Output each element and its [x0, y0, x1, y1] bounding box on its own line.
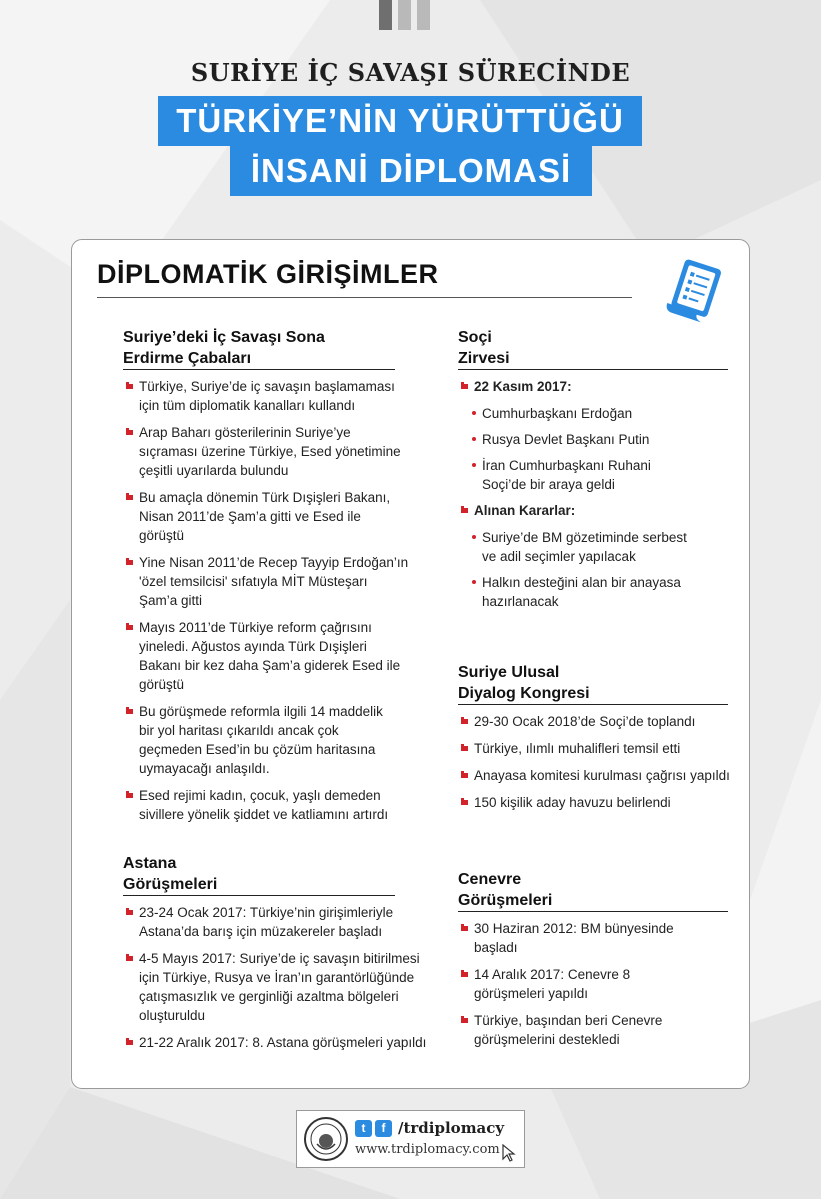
item-text-line: 29-30 Ocak 2018’de Soçi’de toplandı	[474, 714, 696, 729]
red-square-bullet-icon	[461, 924, 468, 931]
heading-line: Zirvesi	[458, 348, 728, 370]
title-line-1: TÜRKİYE’NİN YÜRÜTTÜĞÜ	[158, 96, 642, 146]
item-text-line: Nisan 2011’de Şam’a gitti ve Esed ile	[139, 509, 361, 524]
red-dot-bullet-icon	[472, 580, 476, 584]
sochi-decisions-label	[458, 501, 728, 520]
item-text-line: görüşmeleri yapıldı	[474, 986, 589, 1001]
item-text-line: Soçi’de bir araya geldi	[482, 477, 615, 492]
item-text-line: Suriye’de BM gözetiminde serbest	[482, 530, 687, 545]
item-text-line: için tüm diplomatik kanalları kullandı	[139, 398, 356, 413]
item-text-line: Mayıs 2011’de Türkiye reform çağrısını	[139, 620, 372, 635]
red-square-bullet-icon	[126, 623, 133, 630]
list-item	[123, 949, 453, 1025]
item-text-line: Anayasa komitesi kurulması çağrısı yapıldı	[474, 768, 730, 783]
sub-list-item	[458, 573, 728, 611]
item-text-line: ve adil seçimler yapılacak	[482, 549, 636, 564]
decisions-label-text: Alınan Kararlar:	[474, 503, 576, 518]
red-dot-bullet-icon	[472, 535, 476, 539]
section-heading	[123, 853, 453, 896]
document-icon	[658, 255, 732, 329]
pre-title: SURİYE İÇ SAVAŞI SÜRECİNDE	[190, 58, 631, 87]
website-url[interactable]: www.trdiplomacy.com	[355, 1142, 500, 1157]
red-square-bullet-icon	[126, 428, 133, 435]
cursor-pointer-icon	[502, 1144, 516, 1162]
geneva-list	[458, 919, 728, 1049]
content-card	[71, 239, 750, 1089]
sub-list-item	[458, 430, 728, 449]
list-item	[458, 739, 738, 758]
item-text-line: görüşmelerini destekledi	[474, 1032, 620, 1047]
red-square-bullet-icon	[126, 493, 133, 500]
item-text-line: Türkiye, başından beri Cenevre	[474, 1013, 663, 1028]
heading-line: Görüşmeleri	[123, 874, 395, 896]
sochi-decisions-list	[458, 528, 728, 611]
item-text-line: sıçraması üzerine Türkiye, Esed yönetimine	[139, 444, 401, 459]
list-item	[123, 423, 433, 480]
social-handle[interactable]: /trdiplomacy	[398, 1119, 505, 1137]
list-item	[123, 702, 433, 778]
list-item	[458, 965, 728, 1003]
item-text-line: yineledi. Ağustos ayında Türk Dışişleri	[139, 639, 367, 654]
item-text-line: 'özel temsilcisi' sıfatıyla MİT Müsteşarı	[139, 574, 368, 589]
list-item	[458, 712, 738, 731]
item-text-line: Rusya Devlet Başkanı Putin	[482, 432, 650, 447]
civil-war-list	[123, 377, 433, 824]
trdiplomacy-seal-icon	[303, 1116, 349, 1162]
heading-line: Suriye’deki İç Savaşı Sona	[123, 329, 325, 346]
list-item	[123, 377, 433, 415]
item-text-line: Cumhurbaşkanı Erdoğan	[482, 406, 633, 421]
red-square-bullet-icon	[126, 908, 133, 915]
heading-line: Soçi	[458, 329, 492, 346]
astana-list	[123, 903, 453, 1052]
heading-line: Erdirme Çabaları	[123, 348, 395, 370]
section-heading	[458, 869, 728, 912]
item-text-line: 4-5 Mayıs 2017: Suriye’de iç savaşın bitirilmesi	[139, 951, 420, 966]
item-text-line: Esed rejimi kadın, çocuk, yaşlı demeden	[139, 788, 381, 803]
section-heading	[123, 327, 433, 370]
item-text-line: çatışmasızlık ve gerginliği azaltma bölgeleri	[139, 989, 399, 1004]
item-text-line: için Türkiye, Rusya ve İran’ın garantörlüğünde	[139, 970, 415, 985]
top-decor-bars	[379, 0, 430, 30]
list-item	[458, 766, 738, 785]
list-item	[458, 1011, 728, 1049]
item-text-line: Bakanı bir kez daha Şam’a giderek Esed ile	[139, 658, 401, 673]
red-square-bullet-icon	[461, 798, 468, 805]
list-item	[123, 553, 433, 610]
sub-list-item	[458, 404, 728, 423]
item-text-line: uymayacağı anlaşıldı.	[139, 761, 270, 776]
list-item	[123, 903, 453, 941]
sub-list-item	[458, 528, 728, 566]
section-dialogue-congress	[458, 662, 738, 820]
card-title: DİPLOMATİK GİRİŞİMLER	[97, 259, 439, 289]
item-text-line: oluşturuldu	[139, 1008, 206, 1023]
red-square-bullet-icon	[126, 1038, 133, 1045]
heading-line: Astana	[123, 855, 177, 872]
heading-line: Görüşmeleri	[458, 890, 728, 912]
section-sochi	[458, 327, 728, 618]
facebook-icon[interactable]: f	[375, 1120, 392, 1137]
item-text-line: görüştü	[139, 528, 185, 543]
item-text-line: Yine Nisan 2011’de Recep Tayyip Erdoğan’ın	[139, 555, 409, 570]
card-title-rule	[97, 297, 632, 298]
social-links	[355, 1119, 504, 1137]
item-text-line: Bu görüşmede reformla ilgili 14 maddelik	[139, 704, 383, 719]
sochi-attendees-list	[458, 404, 728, 494]
dialogue-list	[458, 712, 738, 812]
item-text-line: Astana’da barış için müzakereler başladı	[139, 924, 383, 939]
list-item	[123, 488, 433, 545]
heading-line: Cenevre	[458, 871, 522, 888]
title-line-2: İNSANİ DİPLOMASİ	[230, 146, 592, 196]
list-item	[458, 793, 738, 812]
item-text-line: Türkiye, Suriye’de iç savaşın başlamaması	[139, 379, 395, 394]
red-dot-bullet-icon	[472, 463, 476, 467]
red-square-bullet-icon	[461, 1016, 468, 1023]
red-square-bullet-icon	[126, 707, 133, 714]
item-text-line: 14 Aralık 2017: Cenevre 8	[474, 967, 631, 982]
item-text-line: geçmeden Esed’in bu çözüm haritasına	[139, 742, 376, 757]
item-text-line: Türkiye, ılımlı muhalifleri temsil etti	[474, 741, 681, 756]
item-text-line: İran Cumhurbaşkanı Ruhani	[482, 458, 651, 473]
red-square-bullet-icon	[461, 970, 468, 977]
item-text-line: 150 kişilik aday havuzu belirlendi	[474, 795, 671, 810]
red-dot-bullet-icon	[472, 411, 476, 415]
item-text-line: 23-24 Ocak 2017: Türkiye’nin girişimleriyle	[139, 905, 394, 920]
item-text-line: başladı	[474, 940, 518, 955]
item-text-line: Şam’a gitti	[139, 593, 203, 608]
section-astana	[123, 853, 453, 1060]
heading-line: Diyalog Kongresi	[458, 683, 728, 705]
list-item	[123, 786, 433, 824]
item-text-line: hazırlanacak	[482, 594, 559, 609]
item-text-line: bir yol haritası çıkarıldı ancak çok	[139, 723, 339, 738]
list-item	[458, 919, 728, 957]
item-text-line: çeşitli uyarılarda bulundu	[139, 463, 289, 478]
red-square-bullet-icon	[126, 382, 133, 389]
list-item	[123, 1033, 453, 1052]
section-heading	[458, 327, 728, 370]
twitter-icon[interactable]: t	[355, 1120, 372, 1137]
red-square-bullet-icon	[461, 744, 468, 751]
section-civil-war	[123, 327, 433, 832]
section-heading	[458, 662, 738, 705]
red-square-bullet-icon	[126, 954, 133, 961]
item-text-line: görüştü	[139, 677, 185, 692]
heading-line: Suriye Ulusal	[458, 664, 560, 681]
red-square-bullet-icon	[461, 771, 468, 778]
red-dot-bullet-icon	[472, 437, 476, 441]
item-text-line: 21-22 Aralık 2017: 8. Astana görüşmeleri yapıldı	[139, 1035, 427, 1050]
sochi-date-text: 22 Kasım 2017:	[474, 379, 572, 394]
footer-box	[296, 1110, 525, 1168]
item-text-line: 30 Haziran 2012: BM bünyesinde	[474, 921, 674, 936]
item-text-line: sivillere yönelik şiddet ve katliamını artırdı	[139, 807, 389, 822]
red-square-bullet-icon	[126, 791, 133, 798]
sub-list-item	[458, 456, 728, 494]
sochi-date	[458, 377, 728, 396]
item-text-line: Halkın desteğini alan bir anayasa	[482, 575, 681, 590]
section-geneva	[458, 869, 728, 1057]
red-square-bullet-icon	[126, 558, 133, 565]
red-square-bullet-icon	[461, 717, 468, 724]
item-text-line: Arap Baharı gösterilerinin Suriye’ye	[139, 425, 351, 440]
list-item	[123, 618, 433, 694]
item-text-line: Bu amaçla dönemin Türk Dışişleri Bakanı,	[139, 490, 391, 505]
